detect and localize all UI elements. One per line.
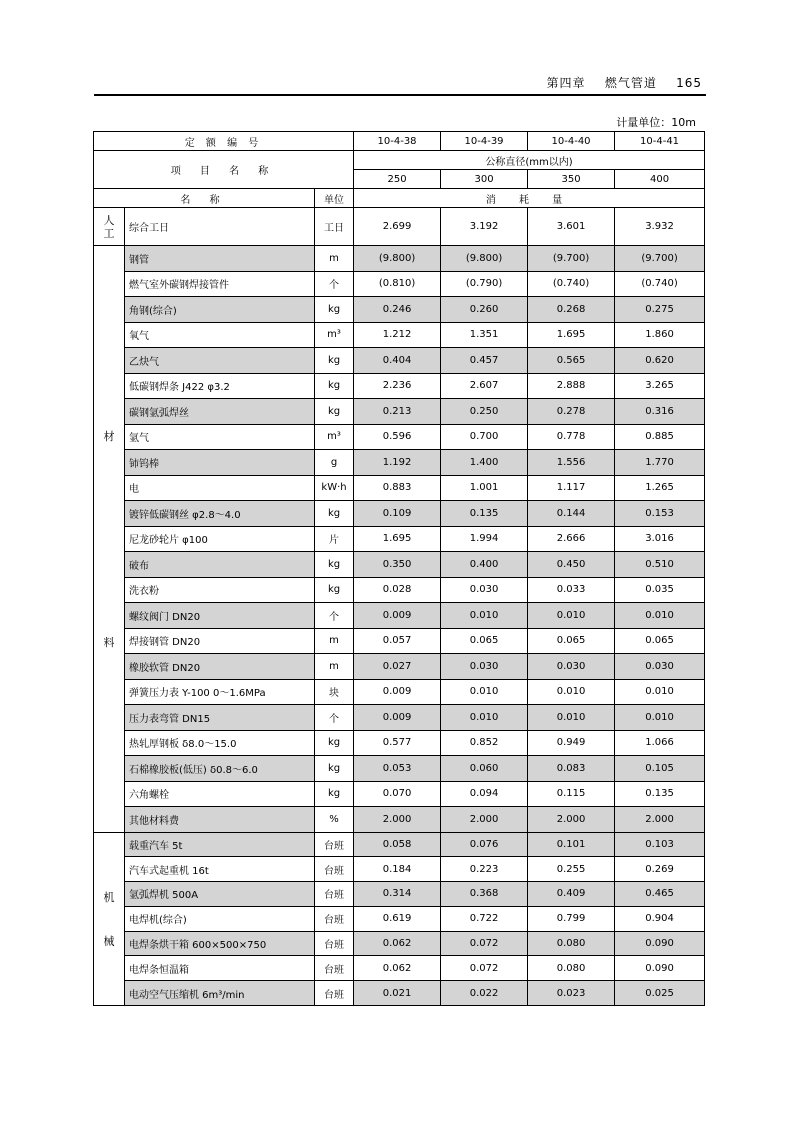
item-value: 0.065: [615, 628, 705, 654]
item-name: 低碳钢焊条 J422 φ3.2: [125, 373, 315, 399]
item-value: 1.400: [441, 450, 528, 476]
item-value: 0.404: [354, 348, 441, 374]
item-name: 螺纹阀门 DN20: [125, 603, 315, 629]
item-name: 尼龙砂轮片 φ100: [125, 526, 315, 552]
table-row: [94, 475, 705, 501]
item-name: 洗衣粉: [125, 577, 315, 603]
item-name: 角钢(综合): [125, 297, 315, 323]
item-name: 橡胶软管 DN20: [125, 654, 315, 680]
diameter-cell: 250: [354, 170, 441, 189]
item-name: 氧气: [125, 322, 315, 348]
item-value: 0.246: [354, 297, 441, 323]
table-row: [94, 931, 705, 956]
item-value: 0.883: [354, 475, 441, 501]
item-value: 2.699: [354, 208, 441, 246]
table-row: [94, 906, 705, 931]
item-value: 0.072: [441, 956, 528, 981]
table-row: [94, 628, 705, 654]
item-unit: kg: [315, 501, 354, 527]
item-unit: 台班: [315, 956, 354, 981]
item-value: 0.010: [528, 679, 615, 705]
table-row: [94, 526, 705, 552]
table-row: [94, 781, 705, 807]
item-value: 2.000: [354, 807, 441, 833]
item-value: 1.770: [615, 450, 705, 476]
item-value: 0.577: [354, 730, 441, 756]
item-value: 0.033: [528, 577, 615, 603]
item-value: 0.062: [354, 956, 441, 981]
item-name: 破布: [125, 552, 315, 578]
item-value: 2.000: [441, 807, 528, 833]
item-value: 0.904: [615, 906, 705, 931]
item-value: 1.001: [441, 475, 528, 501]
page-header-text: [547, 74, 702, 91]
item-value: 0.057: [354, 628, 441, 654]
item-unit: kg: [315, 730, 354, 756]
diameter-cell: 350: [528, 170, 615, 189]
item-value: 1.212: [354, 322, 441, 348]
item-value: 0.135: [441, 501, 528, 527]
item-value: (9.800): [441, 246, 528, 272]
item-value: 0.065: [528, 628, 615, 654]
table-row: [94, 424, 705, 450]
diameter-label: 公称直径(mm以内): [354, 151, 705, 170]
item-unit: m: [315, 654, 354, 680]
item-unit: kg: [315, 781, 354, 807]
item-value: (0.740): [528, 271, 615, 297]
unit-note: 计量单位：10m: [616, 116, 696, 129]
item-value: 0.009: [354, 679, 441, 705]
item-value: 0.115: [528, 781, 615, 807]
item-name: 载重汽车 5t: [125, 832, 315, 857]
item-value: 1.695: [354, 526, 441, 552]
table-row: [94, 705, 705, 731]
item-name: 弹簧压力表 Y-100 0～1.6MPa: [125, 679, 315, 705]
item-name: 其他材料费: [125, 807, 315, 833]
item-value: 0.010: [528, 603, 615, 629]
item-value: (0.790): [441, 271, 528, 297]
diameter-cell: 300: [441, 170, 528, 189]
item-value: 0.010: [441, 705, 528, 731]
category-labor: 人工: [94, 208, 125, 246]
item-value: 3.016: [615, 526, 705, 552]
item-unit: 台班: [315, 832, 354, 857]
item-name: 镀锌低碳钢丝 φ2.8～4.0: [125, 501, 315, 527]
item-unit: 台班: [315, 931, 354, 956]
item-value: 0.010: [615, 679, 705, 705]
item-unit: 片: [315, 526, 354, 552]
item-value: 1.556: [528, 450, 615, 476]
item-value: 1.066: [615, 730, 705, 756]
item-unit: 台班: [315, 857, 354, 882]
table-row: [94, 322, 705, 348]
item-value: 0.010: [441, 679, 528, 705]
item-value: 0.409: [528, 882, 615, 907]
table-row: [94, 956, 705, 981]
item-value: 0.058: [354, 832, 441, 857]
item-unit: %: [315, 807, 354, 833]
category-top: 机: [103, 890, 115, 904]
item-value: 1.117: [528, 475, 615, 501]
item-value: 0.213: [354, 399, 441, 425]
item-value: 0.076: [441, 832, 528, 857]
item-name: 氩弧焊机 500A: [125, 882, 315, 907]
item-name: 钢管: [125, 246, 315, 272]
table-row: [94, 577, 705, 603]
item-value: 0.275: [615, 297, 705, 323]
item-value: 0.030: [441, 654, 528, 680]
item-value: 0.103: [615, 832, 705, 857]
item-name: 汽车式起重机 16t: [125, 857, 315, 882]
item-value: 0.010: [615, 705, 705, 731]
item-value: 0.316: [615, 399, 705, 425]
item-name: 六角螺栓: [125, 781, 315, 807]
item-value: (9.700): [615, 246, 705, 272]
item-value: 0.030: [615, 654, 705, 680]
item-value: 0.722: [441, 906, 528, 931]
item-value: 2.607: [441, 373, 528, 399]
item-value: 3.601: [528, 208, 615, 246]
item-value: 0.620: [615, 348, 705, 374]
item-name: 燃气室外碳钢焊接管件: [125, 271, 315, 297]
table-row: [94, 297, 705, 323]
diameter-cell: 400: [615, 170, 705, 189]
item-unit: 个: [315, 705, 354, 731]
table-row: [94, 271, 705, 297]
item-name: 电焊条恒温箱: [125, 956, 315, 981]
item-name: 热轧厚钢板 δ8.0～15.0: [125, 730, 315, 756]
code-cell: 10-4-41: [615, 132, 705, 151]
item-value: 0.465: [615, 882, 705, 907]
item-name: 石棉橡胶板(低压) δ0.8～6.0: [125, 756, 315, 782]
code-cell: 10-4-39: [441, 132, 528, 151]
category-top: 材: [103, 429, 115, 443]
item-value: 1.860: [615, 322, 705, 348]
item-value: 0.053: [354, 756, 441, 782]
item-value: 3.265: [615, 373, 705, 399]
item-value: 0.565: [528, 348, 615, 374]
item-unit: m³: [315, 322, 354, 348]
category-bottom: 料: [103, 635, 115, 649]
item-value: 0.268: [528, 297, 615, 323]
item-value: 0.083: [528, 756, 615, 782]
chapter-title: 燃气管道: [604, 76, 657, 90]
table-row: [94, 981, 705, 1006]
item-unit: kg: [315, 552, 354, 578]
table-row: [94, 603, 705, 629]
item-unit: g: [315, 450, 354, 476]
item-value: 0.010: [615, 603, 705, 629]
item-value: (9.700): [528, 246, 615, 272]
item-value: 0.269: [615, 857, 705, 882]
item-unit: 个: [315, 271, 354, 297]
item-value: 0.022: [441, 981, 528, 1006]
table-row: [94, 373, 705, 399]
item-value: 0.030: [441, 577, 528, 603]
item-value: 0.314: [354, 882, 441, 907]
item-name: 综合工日: [125, 208, 315, 246]
table-row: [94, 730, 705, 756]
table-row: [94, 857, 705, 882]
item-value: 0.619: [354, 906, 441, 931]
item-value: 2.000: [528, 807, 615, 833]
item-name: 氩气: [125, 424, 315, 450]
code-cell: 10-4-40: [528, 132, 615, 151]
item-value: (0.810): [354, 271, 441, 297]
item-unit: kg: [315, 399, 354, 425]
item-value: 0.852: [441, 730, 528, 756]
category-materials: [94, 246, 125, 833]
item-unit: kg: [315, 373, 354, 399]
item-unit: kg: [315, 348, 354, 374]
item-value: 1.994: [441, 526, 528, 552]
item-value: 0.072: [441, 931, 528, 956]
item-value: 0.700: [441, 424, 528, 450]
item-value: (9.800): [354, 246, 441, 272]
item-value: 0.080: [528, 931, 615, 956]
item-value: 3.932: [615, 208, 705, 246]
table-row: [94, 450, 705, 476]
item-name: 焊接钢管 DN20: [125, 628, 315, 654]
item-value: (0.740): [615, 271, 705, 297]
table-row: [94, 654, 705, 680]
item-value: 0.065: [441, 628, 528, 654]
item-unit: 个: [315, 603, 354, 629]
item-unit: 工日: [315, 208, 354, 246]
item-value: 0.135: [615, 781, 705, 807]
item-value: 0.030: [528, 654, 615, 680]
table-row: [94, 399, 705, 425]
item-value: 0.010: [441, 603, 528, 629]
item-value: 0.144: [528, 501, 615, 527]
item-value: 1.695: [528, 322, 615, 348]
item-value: 0.027: [354, 654, 441, 680]
item-name: 碳钢氩弧焊丝: [125, 399, 315, 425]
item-value: 0.109: [354, 501, 441, 527]
item-value: 0.350: [354, 552, 441, 578]
quota-label: 定 额 编 号: [94, 132, 354, 151]
item-value: 2.236: [354, 373, 441, 399]
table-row: [94, 679, 705, 705]
item-unit: 台班: [315, 981, 354, 1006]
item-value: 0.105: [615, 756, 705, 782]
col-name-header: 名 称: [94, 189, 315, 208]
item-value: 0.090: [615, 956, 705, 981]
item-name: 电动空气压缩机 6m³/min: [125, 981, 315, 1006]
item-value: 0.457: [441, 348, 528, 374]
item-unit: m³: [315, 424, 354, 450]
item-value: 0.260: [441, 297, 528, 323]
table-row: [94, 501, 705, 527]
item-value: 0.778: [528, 424, 615, 450]
table-row: [94, 807, 705, 833]
category-bottom: 械: [103, 934, 115, 948]
code-cell: 10-4-38: [354, 132, 441, 151]
item-value: 0.255: [528, 857, 615, 882]
item-value: 0.094: [441, 781, 528, 807]
item-value: 0.153: [615, 501, 705, 527]
item-value: 0.223: [441, 857, 528, 882]
table-row: [94, 348, 705, 374]
item-value: 0.510: [615, 552, 705, 578]
item-name: 铈钨棒: [125, 450, 315, 476]
item-unit: 台班: [315, 882, 354, 907]
item-value: 0.949: [528, 730, 615, 756]
item-value: 0.400: [441, 552, 528, 578]
item-unit: m: [315, 246, 354, 272]
item-unit: kg: [315, 577, 354, 603]
item-unit: 块: [315, 679, 354, 705]
item-value: 0.035: [615, 577, 705, 603]
item-value: 0.080: [528, 956, 615, 981]
item-value: 0.450: [528, 552, 615, 578]
item-value: 0.070: [354, 781, 441, 807]
category-machinery: [94, 832, 125, 1006]
item-unit: m: [315, 628, 354, 654]
item-value: 2.000: [615, 807, 705, 833]
item-name: 电焊机(综合): [125, 906, 315, 931]
item-value: 0.101: [528, 832, 615, 857]
item-name: 电焊条烘干箱 600×500×750: [125, 931, 315, 956]
item-unit: kW·h: [315, 475, 354, 501]
item-value: 1.351: [441, 322, 528, 348]
item-value: 0.885: [615, 424, 705, 450]
quota-table: [93, 131, 705, 1006]
item-value: 0.009: [354, 603, 441, 629]
table-row: [94, 832, 705, 857]
item-value: 0.368: [441, 882, 528, 907]
item-value: 3.192: [441, 208, 528, 246]
item-value: 0.010: [528, 705, 615, 731]
item-unit: 台班: [315, 906, 354, 931]
item-value: 0.025: [615, 981, 705, 1006]
item-value: 2.666: [528, 526, 615, 552]
item-value: 0.028: [354, 577, 441, 603]
item-value: 2.888: [528, 373, 615, 399]
item-value: 0.596: [354, 424, 441, 450]
item-value: 0.090: [615, 931, 705, 956]
item-name: 压力表弯管 DN15: [125, 705, 315, 731]
item-name: 电: [125, 475, 315, 501]
table-row: [94, 882, 705, 907]
item-value: 0.023: [528, 981, 615, 1006]
item-value: 0.009: [354, 705, 441, 731]
table-row: [94, 552, 705, 578]
item-unit: kg: [315, 756, 354, 782]
item-value: 0.250: [441, 399, 528, 425]
item-value: 0.060: [441, 756, 528, 782]
col-unit-header: 单位: [315, 189, 354, 208]
chapter-label: 第四章: [546, 76, 586, 90]
page-number: 165: [676, 76, 702, 90]
item-name: 乙炔气: [125, 348, 315, 374]
table-row: [94, 246, 705, 272]
item-value: 1.192: [354, 450, 441, 476]
item-value: 0.184: [354, 857, 441, 882]
project-label: 项 目 名 称: [94, 151, 354, 189]
item-value: 0.799: [528, 906, 615, 931]
item-value: 0.021: [354, 981, 441, 1006]
item-value: 1.265: [615, 475, 705, 501]
page-header: [94, 74, 706, 96]
item-unit: kg: [315, 297, 354, 323]
table-row: [94, 756, 705, 782]
item-value: 0.062: [354, 931, 441, 956]
item-value: 0.278: [528, 399, 615, 425]
col-consumption-header: 消 耗 量: [354, 189, 705, 208]
